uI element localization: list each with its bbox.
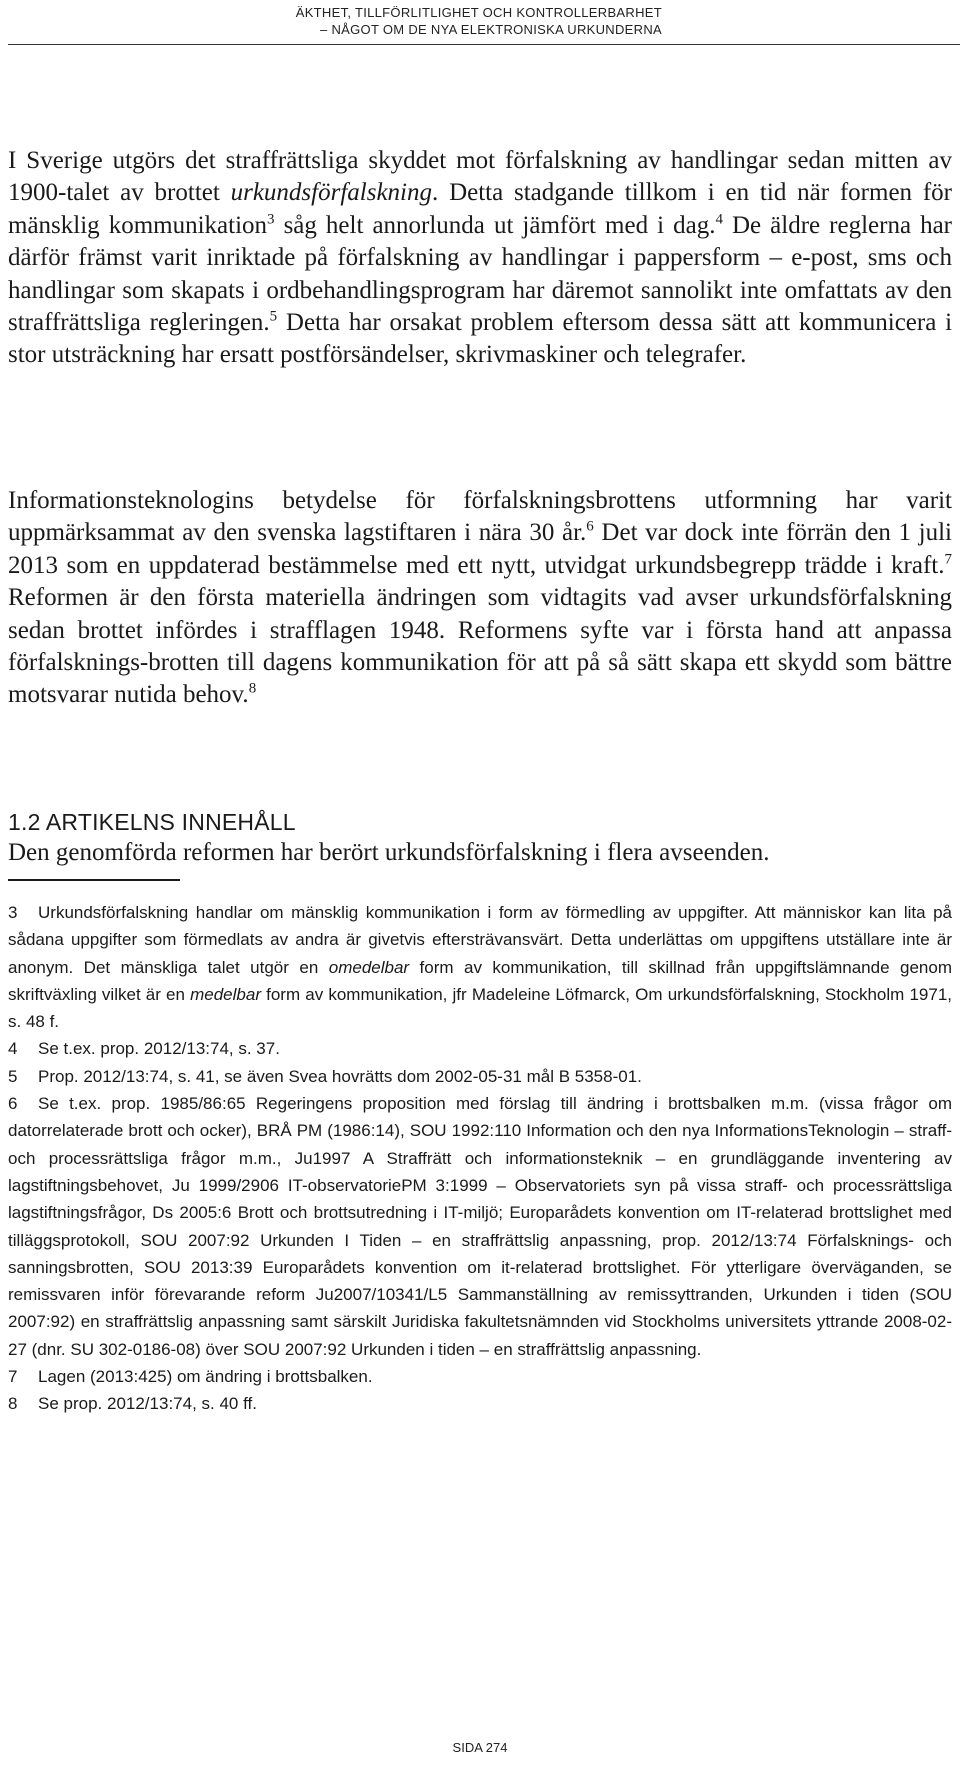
footnote-text: Lagen (2013:425) om ändring i brottsbalken. [38, 1367, 373, 1387]
paragraph-2 [8, 485, 952, 712]
footnote-text: form av kommunikation, jfr Madeleine Löfmarck, Om urkundsförfalskning, Stockholm 1971, s. 48 f. [8, 984, 953, 1032]
footnote-ref-5[interactable]: 5 [269, 308, 278, 325]
footnote-ref-6[interactable]: 6 [586, 519, 594, 536]
footnote-text: Se t.ex. prop. 1985/86:65 Regeringens proposition med förslag till ändring i brottsbalken m.m. (vissa frågor om datorrelaterade brott och ocker), BRÅ PM (1986:14), SOU 1992:110 Information och den nya InformationsTeknologin – straff- och processrättsliga frågor m.m., Ju1997 A Straffrätt och informationsteknik – en grundläggande inventering av lagstiftningsbehovet, Ju 1999/2906 IT-observatoriePM 3:1999 – Observatoriets syn på vissa straff- och processrättsliga lagstiftningsfrågor, Ds 2005:6 Brott och brottsutredning i IT-miljö; Europarådets konvention om IT-relaterad brottslighet med tilläggsprotokoll, SOU 2007:92 Urkunden I Tiden – en straffrättslig anpassning, prop. 2012/13:74 Förfalsknings- och sanningsbrotten, SOU 2013:39 Europarådets konvention om it-relaterad brottslighet. För ytterligare överväganden, se remissvaren inför förevarande reform Ju2007/10341/L5 Sammanställning av remissyttranden, Urkunden i tiden (SOU 2007:92) en straffrättslig anpassning samt särskilt Juridiska fakultetsnämnden vid Stockholms universitets yttrande 2008-02-27 (dnr. SU 302-0186-08) över SOU 2007:92 Urkunden i tiden – en straffrättslig anpassning. [8, 1094, 952, 1359]
footnote-7 [8, 1363, 952, 1390]
footnote-text: Se prop. 2012/13:74, s. 40 ff. [38, 1394, 257, 1414]
footnote-3 [8, 899, 952, 1035]
footnote-divider [8, 879, 180, 881]
footnote-ref-4[interactable]: 4 [715, 211, 723, 228]
footnote-number: 7 [8, 1367, 18, 1387]
footnote-ref-7[interactable]: 7 [944, 551, 952, 568]
paragraph-1-text-e: Detta har orsakat problem eftersom dessa sätt att kommunicera i stor utsträckning har ersatt postförsändelser, skrivmaskiner och telegrafer. [8, 309, 953, 369]
footnote-number: 6 [8, 1094, 18, 1114]
footnote-6 [8, 1090, 952, 1363]
paragraph-1-text-a: I Sverige utgörs det straffrättsliga skyddet mot förfalskning av handlingar sedan mitten av 1900-talet av brottet [8, 147, 952, 207]
paragraph-1-text-d: De äldre reglerna har därför främst varit inriktade på förfalskning av handlingar i pappersform – e-post, sms och handlingar som skapats i ordbehandlingsprogram har däremot sannolikt inte omfattats av den straffrättsliga regleringen. [8, 211, 953, 337]
paragraph-1 [8, 145, 952, 372]
section-intro-text: Den genomförda reformen har berört urkundsförfalskning i flera avseenden. [8, 839, 770, 866]
header-divider [8, 44, 960, 45]
footnote-8 [8, 1390, 952, 1417]
footnotes [8, 899, 952, 1418]
footnote-number: 3 [8, 903, 18, 922]
footnote-text: Se t.ex. prop. 2012/13:74, s. 37. [38, 1039, 280, 1059]
footnote-4 [8, 1035, 952, 1062]
page-number: SIDA 274 [452, 1740, 508, 1755]
footnote-number: 8 [8, 1394, 18, 1414]
footnote-ref-8[interactable]: 8 [248, 681, 257, 698]
paragraph-2-text-b: Det var dock inte förrän den 1 juli 2013 som en uppdaterad bestämmelse med ett nytt, utvidgat urkundsbegrepp trädde i kraft. [8, 519, 952, 579]
paragraph-1-text-b: . Detta stadgande tillkom i en tid när formen för mänsklig kommunikation [8, 179, 952, 239]
footnote-number: 5 [8, 1066, 18, 1086]
paragraph-2-text-c: Reformen är den första materiella ändringen som vidtagits vad avser urkundsförfalskning sedan brottet infördes i strafflagen 1948. Reformens syfte var i första hand att anpassa förfalsknings-brotten till dagens kommunikation för att på så sätt skapa ett skydd som bättre motsvarar nutida behov. [8, 584, 952, 709]
running-header-line-2: – NÅGOT OM DE NYA ELEKTRONISKA URKUNDERNA [320, 22, 662, 37]
footnote-text: form av kommunikation, till skillnad från uppgiftslämnande genom skriftväxling vilket är en [8, 957, 952, 1004]
section-heading: 1.2 ARTIKELNS INNEHÅLL [8, 809, 296, 835]
term-omedelbar: omedelbar [328, 957, 410, 977]
term-medelbar: medelbar [190, 984, 261, 1004]
running-header-line-1: ÄKTHET, TILLFÖRLITLIGHET OCH KONTROLLERBARHET [295, 5, 662, 20]
term-urkundsforfalskning: urkundsförfalskning [230, 179, 433, 207]
footnote-number: 4 [8, 1039, 18, 1059]
footnote-ref-3[interactable]: 3 [267, 211, 275, 228]
running-header [296, 4, 662, 38]
footnote-5 [8, 1063, 952, 1090]
footnote-text: Prop. 2012/13:74, s. 41, se även Svea hovrätts dom 2002-05-31 mål B 5358-01. [38, 1066, 642, 1086]
footnote-text: Urkundsförfalskning handlar om mänsklig kommunikation i form av förmedling av uppgifter. Att människor kan lita på sådana uppgifter som förmedlats av andra är givetvis eftersträvansvärt. Detta underlättas om uppgiftens utställare inte är anonym. Det mänskliga talet utgör en [8, 903, 952, 977]
paragraph-2-text-a: Informationsteknologins betydelse för förfalskningsbrottens utformning har varit uppmärksammat av den svenska lagstiftaren i nära 30 år. [8, 487, 952, 547]
paragraph-1-text-c: såg helt annorlunda ut jämfört med i dag. [274, 211, 716, 239]
